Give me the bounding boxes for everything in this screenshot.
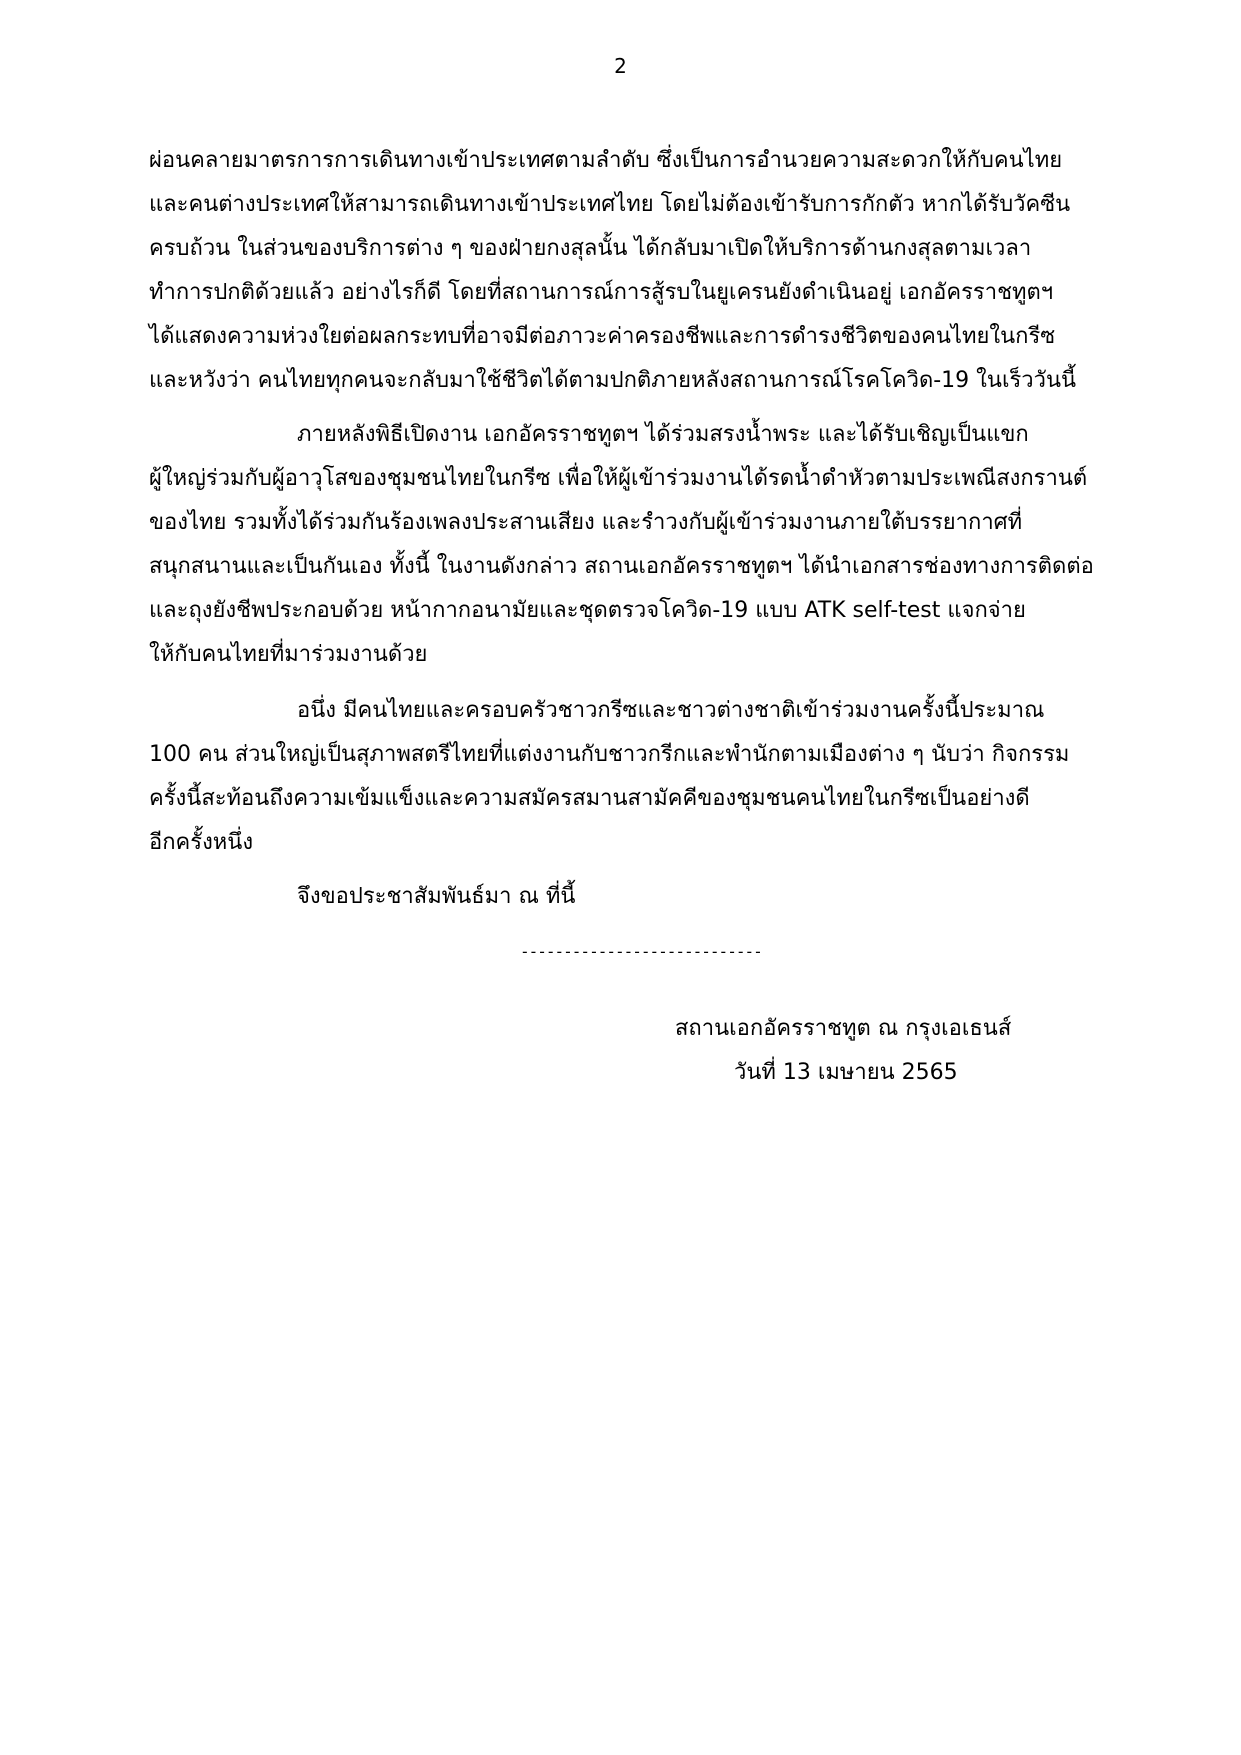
paragraph-1-line: ได้แสดงความห่วงใยต่อผลกระทบที่อาจมีต่อภาวะค่าครองชีพและการดำรงชีวิตของคนไทยในกรีซ	[149, 324, 1056, 349]
paragraph-2-line: ให้กับคนไทยที่มาร่วมงานด้วย	[149, 642, 428, 667]
paragraph-1-line: และคนต่างประเทศให้สามารถเดินทางเข้าประเทศไทย โดยไม่ต้องเข้ารับการกักตัว หากได้รับวัคซีน	[149, 192, 1071, 217]
paragraph-1-line: ผ่อนคลายมาตรการการเดินทางเข้าประเทศตามลำดับ ซึ่งเป็นการอำนวยความสะดวกให้กับคนไทย	[149, 148, 1063, 173]
paragraph-1-line: และหวังว่า คนไทยทุกคนจะกลับมาใช้ชีวิตได้ตามปกติภายหลังสถานการณ์โรคโควิด-19 ในเร็ววันนี้	[149, 368, 1077, 393]
paragraph-2-line: ผู้ใหญ่ร่วมกับผู้อาวุโสของชุมชนไทยในกรีซ เพื่อให้ผู้เข้าร่วมงานได้รดน้ำดำหัวตามประเพณีสงกรานต์	[149, 466, 1088, 491]
paragraph-2-line: สนุกสนานและเป็นกันเอง ทั้งนี้ ในงานดังกล่าว สถานเอกอัครราชทูตฯ ได้นำเอกสารช่องทางการติดต่อ	[149, 554, 1094, 579]
closing-text: จึงขอประชาสัมพันธ์มา ณ ที่นี้	[297, 884, 576, 909]
paragraph-1-line: ทำการปกติด้วยแล้ว อย่างไรก็ดี โดยที่สถานการณ์การสู้รบในยูเครนยังดำเนินอยู่ เอกอัครราชทูตฯ	[149, 280, 1054, 305]
paragraph-2-line: ภายหลังพิธีเปิดงาน เอกอัครราชทูตฯ ได้ร่วมสรงน้ำพระ และได้รับเชิญเป็นแขก	[297, 422, 1029, 447]
signature-date: วันที่ 13 เมษายน 2565	[734, 1060, 958, 1085]
signature-organization: สถานเอกอัครราชทูต ณ กรุงเอเธนส์	[675, 1016, 1012, 1041]
paragraph-3-line: อนึ่ง มีคนไทยและครอบครัวชาวกรีซและชาวต่างชาติเข้าร่วมงานครั้งนี้ประมาณ	[297, 698, 1045, 723]
paragraph-3-line: 100 คน ส่วนใหญ่เป็นสุภาพสตรีไทยที่แต่งงานกับชาวกรีกและพำนักตามเมืองต่าง ๆ นับว่า กิจกรรม	[149, 742, 1070, 767]
paragraph-2-line: และถุงยังชีพประกอบด้วย หน้ากากอนามัยและชุดตรวจโควิด-19 แบบ ATK self-test แจกจ่าย	[149, 598, 1026, 623]
paragraph-1-line: ครบถ้วน ในส่วนของบริการต่าง ๆ ของฝ่ายกงสุลนั้น ได้กลับมาเปิดให้บริการด้านกงสุลตามเวลา	[149, 236, 1032, 261]
page-number: 2	[614, 54, 627, 78]
paragraph-2-line: ของไทย รวมทั้งได้ร่วมกันร้องเพลงประสานเสียง และรำวงกับผู้เข้าร่วมงานภายใต้บรรยากาศที่	[149, 510, 1023, 535]
separator-line: ----------------------------	[520, 942, 762, 961]
paragraph-3-line: อีกครั้งหนึ่ง	[149, 830, 254, 855]
paragraph-3-line: ครั้งนี้สะท้อนถึงความเข้มแข็งและความสมัครสมานสามัคคีของชุมชนคนไทยในกรีซเป็นอย่างดี	[149, 786, 1030, 811]
